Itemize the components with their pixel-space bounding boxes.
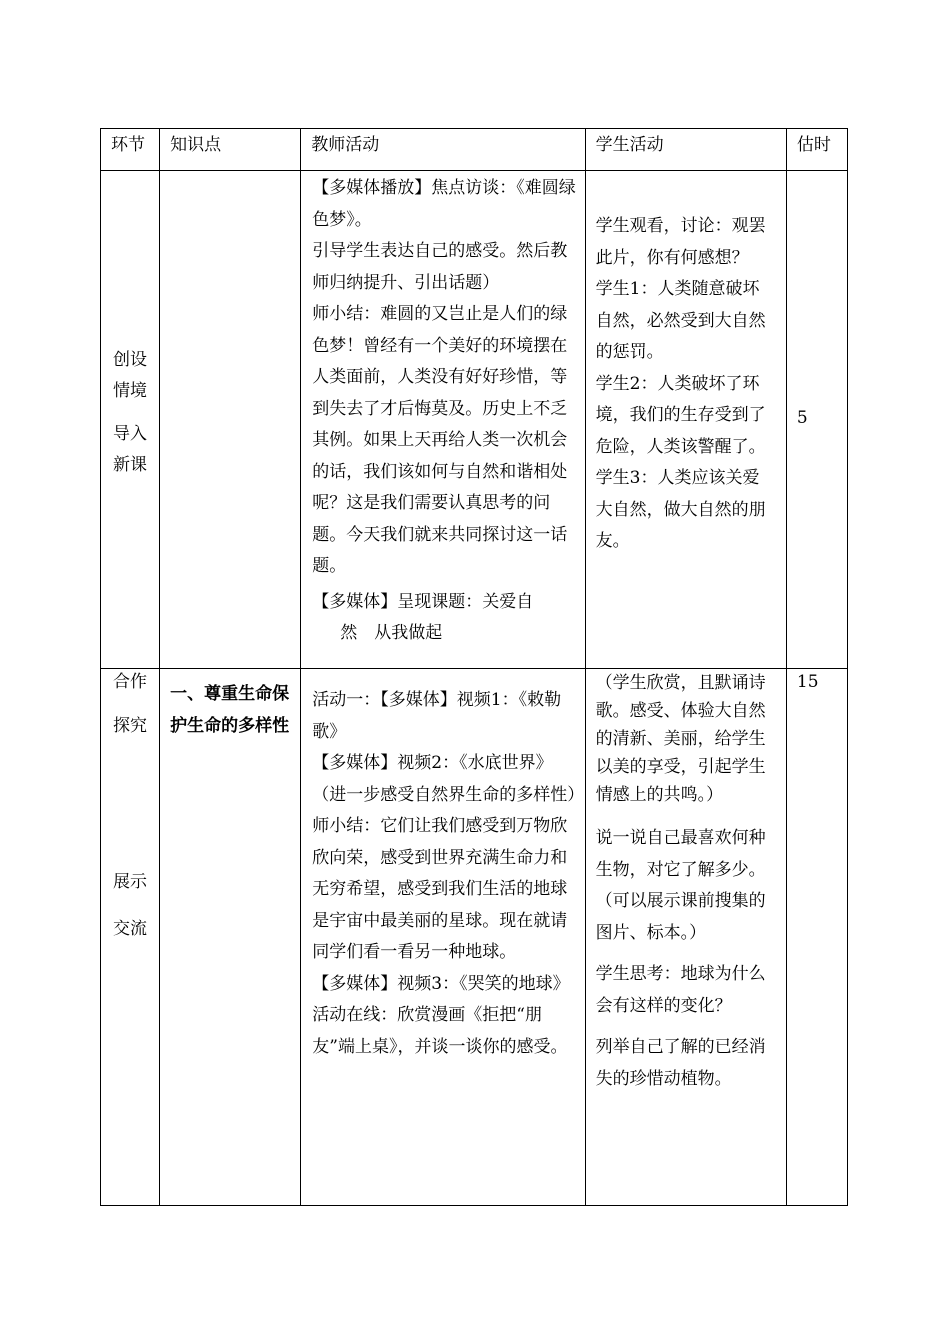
knowledge-cell [160,171,301,669]
teacher-activity-cell [301,171,585,669]
stage-label: 新课 [113,455,148,475]
teacher-activity-cell [301,669,585,1206]
stage-cell [101,171,160,669]
teacher-paragraph: 【多媒体】视频3：《哭笑的地球》 [312,973,570,994]
lesson-plan-table [100,128,848,1206]
estimate-cell: 15 [786,669,847,1206]
header-cell-student: 学生活动 [585,129,786,171]
teacher-paragraph: 活动在线：欣赏漫画《拒把“朋友”端上桌》，并谈一谈你的感受。 [312,1005,568,1057]
student-paragraph: 学生3：人类应该关爱大自然，做大自然的朋友。 [595,468,766,551]
table-row [101,669,848,1206]
stage-label: 导入 [113,424,148,444]
table-header-row [101,129,848,171]
stage-cell [101,669,160,1206]
teacher-paragraph: 师小结：难圆的又岂止是人们的绿色梦！曾经有一个美好的环境摆在人类面前，人类没有好好珍惜，等到失去了才后悔莫及。历史上不乏其例。如果上天再给人类一次机会的话，我们该如何与自然和谐相处呢？这是我们需要认真思考的问题。今天我们就来共同探讨这一话题。 [312,304,568,576]
knowledge-cell [160,669,301,1206]
student-paragraph: 学生观看，讨论：观罢此片，你有何感想？ [595,216,766,268]
teacher-paragraph: 师小结：它们让我们感受到万物欣欣向荣，感受到世界充满生命力和无穷希望，感受到我们生活的地球是宇宙中最美丽的星球。现在就请同学们看一看另一种地球。 [312,816,568,962]
student-paragraph: 说一说自己最喜欢何种生物，对它了解多少。（可以展示课前搜集的图片、标本。） [595,828,766,943]
header-cell-estimate: 估时 [786,129,847,171]
student-paragraph: 学生2：人类破坏了环境，我们的生存受到了危险，人类该警醒了。 [595,373,766,457]
header-cell-stage: 环节 [101,129,160,171]
estimate-cell: 5 [786,171,847,669]
header-cell-knowledge: 知识点 [160,129,301,171]
student-paragraph: 学生思考：地球为什么会有这样的变化？ [595,964,766,1016]
student-paragraph: （学生欣赏，且默诵诗歌。感受、体验大自然的清新、美丽，给学生以美的享受，引起学生情感上的共鸣。） [595,673,766,805]
teacher-paragraph: 引导学生表达自己的感受。然后教师归纳提升、引出话题） [312,241,568,293]
knowledge-point: 一、尊重生命保护生命的多样性 [170,684,290,736]
stage-label: 探究 [113,716,148,736]
student-activity-cell [585,171,786,669]
stage-label: 创设 [113,350,148,370]
student-activity-cell [585,669,786,1206]
stage-label: 情境 [113,381,148,401]
teacher-paragraph: 然 从我做起 [340,623,443,643]
stage-label: 展示 [113,872,148,892]
header-cell-teacher: 教师活动 [301,129,585,171]
teacher-paragraph: 活动一：【多媒体】视频1：《敕勒歌》 [312,690,562,742]
student-paragraph: 学生1：人类随意破坏自然，必然受到大自然的惩罚。 [595,279,766,362]
stage-label: 交流 [113,919,148,939]
student-paragraph: 列举自己了解的已经消失的珍惜动植物。 [595,1037,766,1089]
teacher-paragraph: 【多媒体】呈现课题：关爱自 [312,591,534,612]
teacher-paragraph: 【多媒体】视频2：《水底世界》（进一步感受自然界生命的多样性） [312,753,585,805]
table-row [101,171,848,669]
stage-label: 合作 [113,672,148,692]
teacher-paragraph: 【多媒体播放】焦点访谈：《难圆绿色梦》。 [312,178,576,230]
